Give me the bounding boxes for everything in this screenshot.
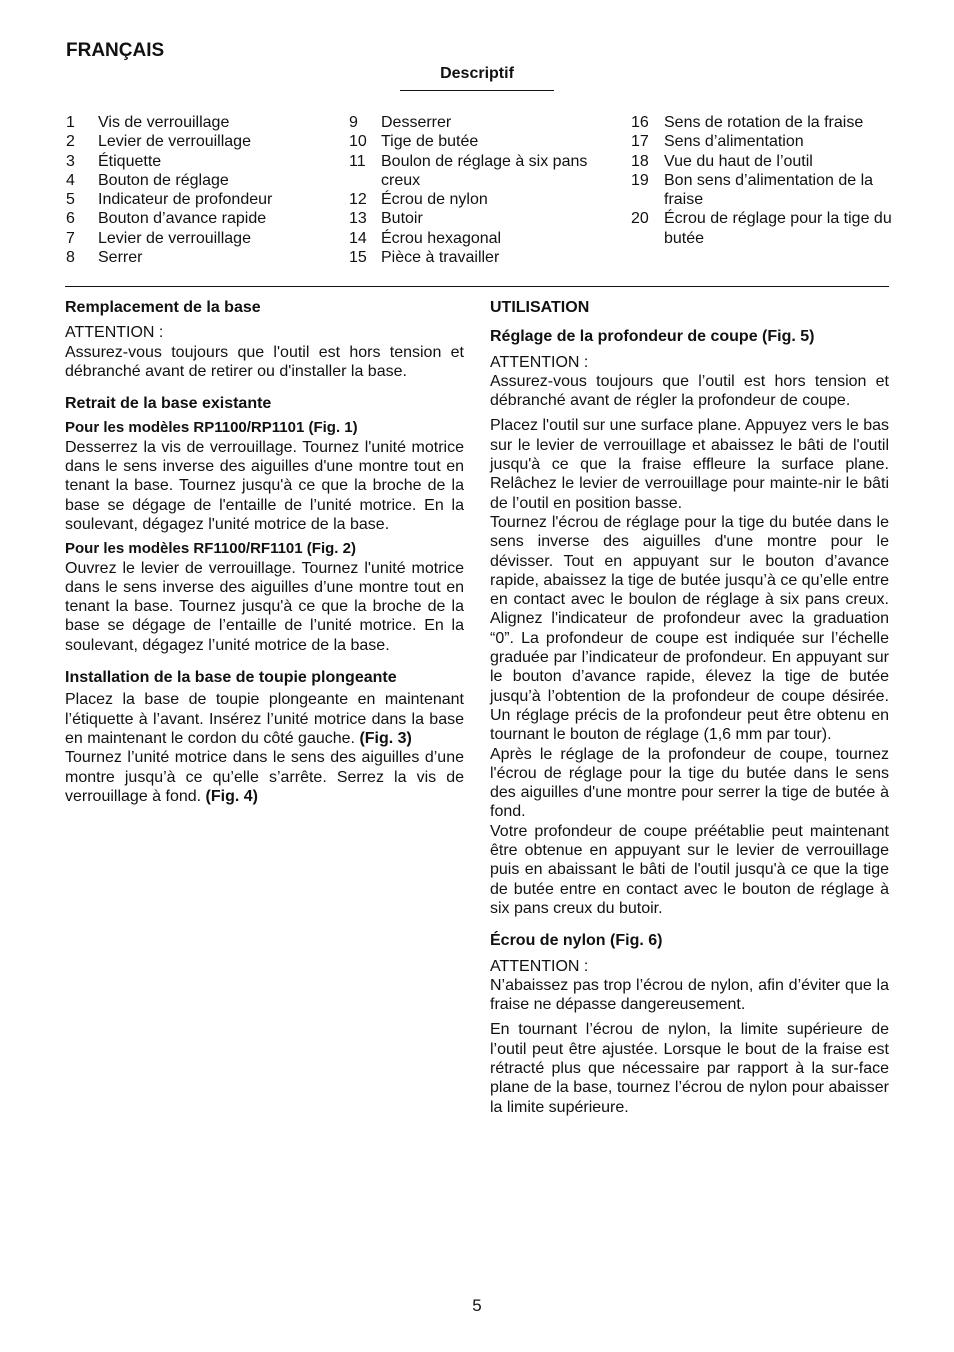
part-item [66,248,306,267]
attention-text: Assurez-vous toujours que l’outil est hors tension et débranché avant de régler la profondeur de coupe. [490,372,889,410]
part-label: Levier de verrouillage [98,133,251,151]
paragraph-rp1100: Desserrez la vis de verrouillage. Tournez l'unité motrice dans le sens inverse des aiguilles d'une montre tout en tenant la base. Tournez jusqu'à ce que la broche de la base se dégage de l'entaille de l’unité motrice. En la soulevant, dégagez l'unité motrice de la base. [65,438,464,533]
section-title-installation: Installation de la base de toupie plongeante [65,669,397,687]
paragraph-installation-1 [65,690,464,748]
part-number: 6 [66,210,75,228]
part-label: Bouton de réglage [98,171,229,189]
part-number: 5 [66,191,75,209]
part-item [66,113,306,132]
part-number: 15 [349,249,367,267]
part-item [66,171,306,190]
paragraph-profondeur-1: Placez l'outil sur une surface plane. Appuyez vers le bas sur le levier de verrouillage et abaissez le bâti de l'outil jusqu'à ce que la fraise effleure la surface plane. Relâchez le levier de verrouillage pour mainte-nir le bâti de l’outil en position basse. [490,417,889,512]
parts-list-column-1 [66,113,306,267]
part-number: 17 [631,133,649,151]
part-label: Vue du haut de l’outil [664,152,813,170]
part-item [349,113,614,132]
part-number: 10 [349,133,367,151]
parts-list-column-2 [349,113,614,267]
part-label: Boulon de réglage à six pans creux [381,152,588,189]
part-number: 20 [631,210,649,228]
part-label: Butoir [381,210,423,228]
part-number: 16 [631,114,649,131]
paragraph-rf1100: Ouvrez le levier de verrouillage. Tournez l'unité motrice dans le sens inverse des aiguilles d’une montre tout en tenant la base. Tournez jusqu'à ce que la broche de la base se dégage de l’entaille de l’unité motrice. En la soulevant, dégagez l’unité motrice de la base. [65,559,464,654]
attention-text: N’abaissez pas trop l’écrou de nylon, afin d’éviter que la fraise ne dépasse dangereusement. [490,976,889,1014]
left-column [65,298,464,806]
section-title-ecrou-nylon: Écrou de nylon (Fig. 6) [490,932,663,950]
part-item [631,171,893,210]
part-label: Écrou de réglage pour la tige du butée [664,210,892,247]
part-label: Écrou de nylon [381,191,488,209]
figure-reference: (Fig. 4) [205,787,258,805]
section-title-utilisation: UTILISATION [490,299,590,316]
attention-label: ATTENTION : [65,324,164,342]
part-label: Sens de rotation de la fraise [664,114,864,131]
paragraph-profondeur-3: Après le réglage de la profondeur de coupe, tournez l'écrou de réglage pour la tige du butée dans le sens des aiguilles d'une montre pour serrer la tige de butée à fond. [490,745,889,821]
part-item [66,209,306,228]
part-label: Sens d’alimentation [664,133,804,151]
part-number: 18 [631,152,649,170]
subsection-title-rp1100: Pour les modèles RP1100/RP1101 (Fig. 1) [65,419,358,437]
part-number: 8 [66,249,75,267]
language-heading: FRANÇAIS [66,40,165,61]
section-title-retrait: Retrait de la base existante [65,395,272,413]
descriptif-title: Descriptif [440,65,514,82]
part-number: 13 [349,210,367,228]
paragraph-profondeur-2: Tournez l'écrou de réglage pour la tige du butée dans le sens inverse des aiguilles d'une montre pour le dévisser. Tout en appuyant sur le bouton d’avance rapide, abaissez la tige de butée jusqu’à ce qu’elle entre en contact avec le boulon de réglage à six pans creux. Alignez l'indicateur de profondeur avec la graduation “0”. La profondeur de coupe est indiquée sur l’échelle graduée par l’indicateur de profondeur. En appuyant sur le bouton d’avance rapide, élevez la tige de butée jusqu’à l’obtention de la profondeur de coupe désirée. Un réglage précis de la profondeur peut être obtenu en tournant le bouton de réglage (1,6 mm par tour). [490,513,889,744]
part-item [66,190,306,209]
right-column [490,298,889,1117]
part-item [631,209,893,248]
part-item [349,190,614,209]
part-item [66,132,306,151]
part-number: 3 [66,152,75,170]
part-item [349,248,614,267]
part-label: Serrer [98,249,143,267]
paragraph-text: Tournez l’unité motrice dans le sens des aiguilles d’une montre jusqu’à ce qu’elle s’arrête. Serrez la vis de verrouillage à fond. [65,749,464,805]
paragraph-installation-2 [65,748,464,806]
part-label: Bouton d’avance rapide [98,210,267,228]
attention-label: ATTENTION : [490,957,589,975]
part-label: Écrou hexagonal [381,229,502,247]
part-label: Levier de verrouillage [98,229,251,247]
part-item [66,152,306,171]
part-number: 7 [66,229,75,247]
part-item [66,229,306,248]
section-title-remplacement: Remplacement de la base [65,299,261,316]
attention-label: ATTENTION : [490,353,589,371]
paragraph-ecrou-nylon: En tournant l’écrou de nylon, la limite supérieure de l’outil peut être ajustée. Lorsque le bout de la fraise est rétracté plus que nécessaire par rapport à la sur-face plane de la base, tournez l’écrou de nylon pour abaisser la limite supérieure. [490,1021,889,1116]
part-number: 19 [631,171,649,189]
part-item [631,132,893,151]
part-label: Bon sens d’alimentation de la fraise [664,171,874,209]
part-number: 14 [349,229,367,247]
paragraph-profondeur-4: Votre profondeur de coupe préétablie peut maintenant être obtenue en appuyant sur le levier de verrouillage puis en abaissant le bâti de l'outil jusqu'à ce que la tige de butée entre en contact avec le bouton de réglage à six pans creux du butoir. [490,822,889,917]
part-number: 1 [66,114,75,131]
part-number: 9 [349,114,358,131]
subsection-title-rf1100: Pour les modèles RF1100/RF1101 (Fig. 2) [65,540,356,558]
part-label: Vis de verrouillage [98,114,230,131]
part-item [349,209,614,228]
part-number: 12 [349,191,367,209]
part-number: 4 [66,171,75,189]
part-label: Indicateur de profondeur [98,191,273,209]
page-number: 5 [472,1296,482,1315]
attention-text: Assurez-vous toujours que l'outil est hors tension et débranché avant de retirer ou d'installer la base. [65,343,464,380]
part-label: Pièce à travailler [381,249,500,267]
paragraph-text: Placez la base de toupie plongeante en maintenant l’étiquette à l’avant. Insérez l’unité motrice dans la base en maintenant le cordon du côté gauche. [65,691,464,747]
part-item [349,229,614,248]
part-label: Étiquette [98,152,162,170]
parts-list-column-3 [631,113,893,248]
part-number: 11 [349,152,366,170]
part-item [631,113,893,132]
part-item [349,132,614,151]
section-divider [65,286,889,287]
figure-reference: (Fig. 3) [359,729,412,747]
part-label: Desserrer [381,114,452,131]
descriptif-underline [400,90,554,91]
part-number: 2 [66,133,75,151]
section-title-profondeur: Réglage de la profondeur de coupe (Fig. 5) [490,328,815,346]
part-item [349,152,614,191]
part-label: Tige de butée [381,133,479,151]
part-item [631,152,893,171]
